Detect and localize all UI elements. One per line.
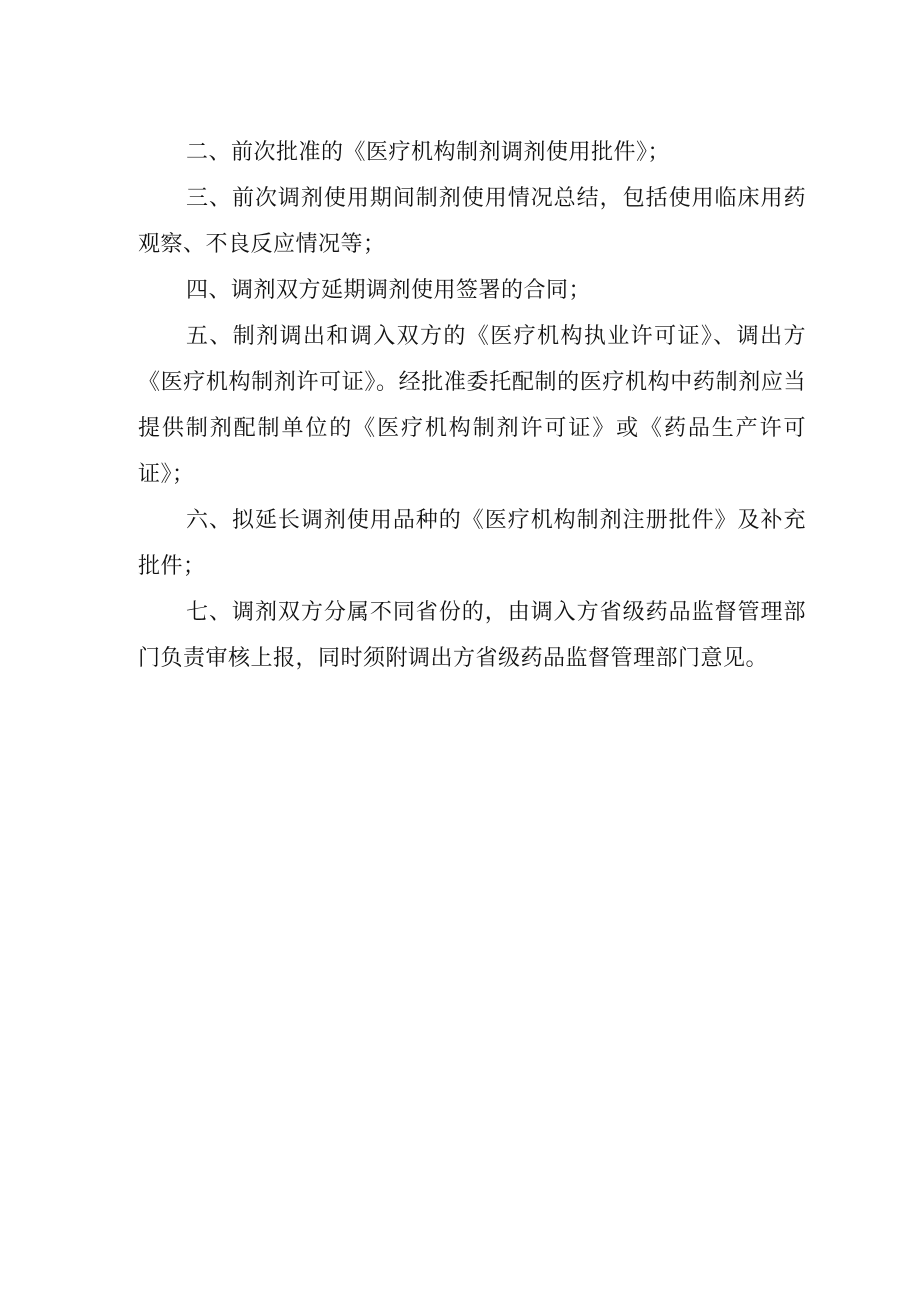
paragraph-item-4: 四、调剂双方延期调剂使用签署的合同； bbox=[186, 278, 592, 303]
paragraph-item-2: 二、前次批准的《医疗机构制剂调剂使用批件》； bbox=[186, 140, 671, 165]
paragraph-item-7: 七、调剂双方分属不同省份的，由调入方省级药品监督管理部门负责审核上报，同时须附调出方省级药品监督管理部门意见。 bbox=[138, 600, 806, 671]
paragraph-item-5: 五、制剂调出和调入双方的《医疗机构执业许可证》、调出方《医疗机构制剂许可证》。经批准委托配制的医疗机构中药制剂应当提供制剂配制单位的《医疗机构制剂许可证》或《药品生产许可证》； bbox=[138, 324, 806, 487]
document-body bbox=[138, 130, 806, 682]
paragraph-item-3: 三、前次调剂使用期间制剂使用情况总结，包括使用临床用药观察、不良反应情况等； bbox=[138, 186, 806, 257]
paragraph-item-6: 六、拟延长调剂使用品种的《医疗机构制剂注册批件》及补充批件； bbox=[138, 508, 806, 579]
